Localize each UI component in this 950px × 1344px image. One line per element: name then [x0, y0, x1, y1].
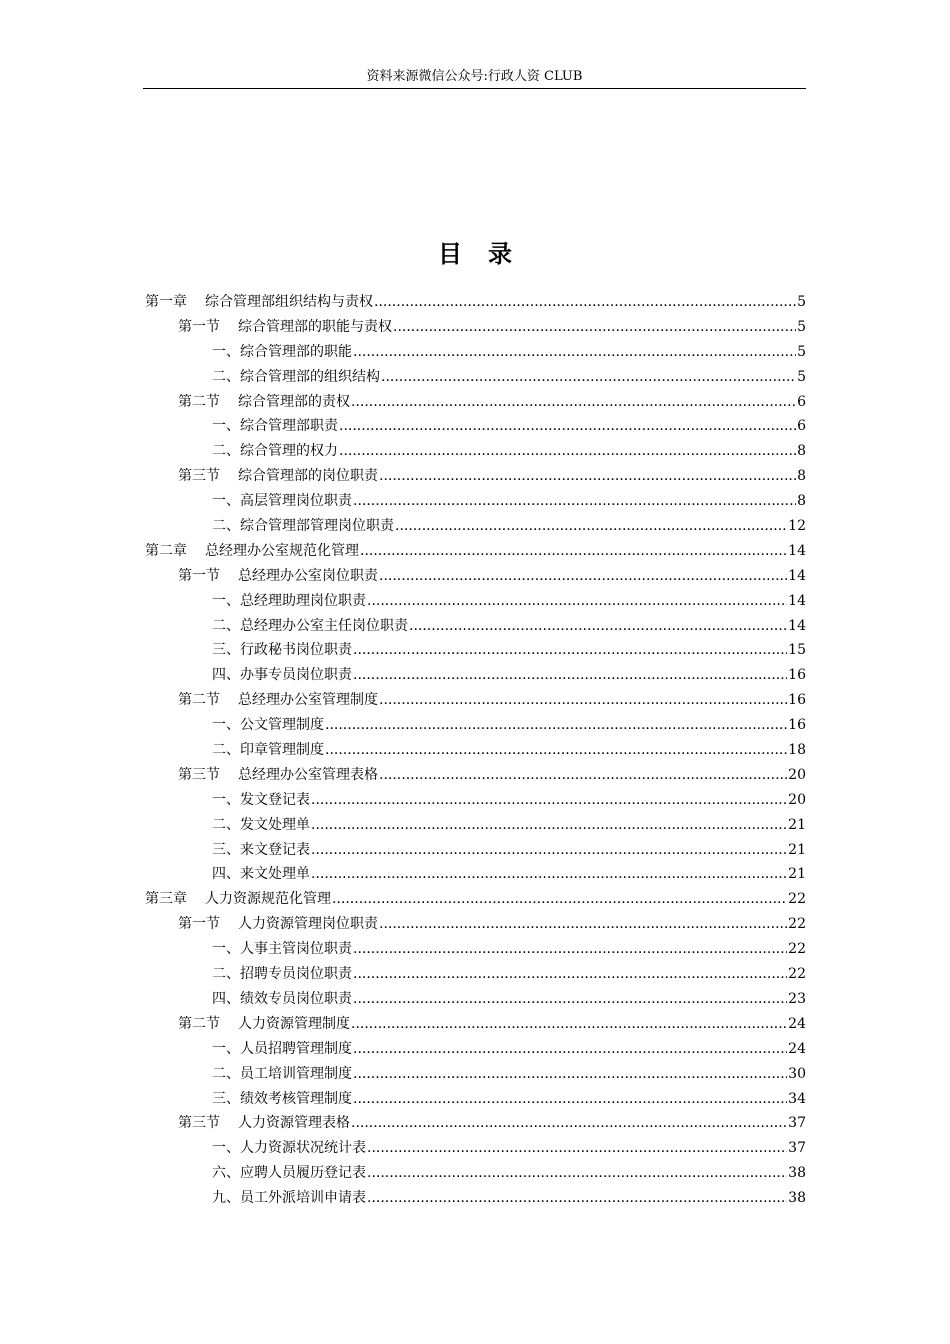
- toc-leader-dots: [395, 514, 787, 539]
- toc-entry-page: 22: [788, 941, 806, 958]
- toc-leader-dots: [339, 414, 796, 439]
- toc-entry-title: 二、综合管理部的组织结构: [212, 368, 380, 385]
- toc-entry[interactable]: [145, 1136, 806, 1161]
- toc-entry-number: 第三节: [178, 468, 220, 485]
- toc-entry-title: 二、总经理办公室主任岗位职责: [212, 617, 408, 634]
- toc-entry-label: [212, 1062, 352, 1087]
- toc-entry-page: 24: [788, 1015, 806, 1032]
- toc-entry[interactable]: [145, 464, 806, 489]
- toc-entry[interactable]: [145, 738, 806, 763]
- toc-entry-page: 14: [788, 617, 806, 634]
- toc-entry[interactable]: [145, 1111, 806, 1136]
- toc-entry-number: 第二章: [145, 542, 187, 559]
- toc-entry-title: 一、高层管理岗位职责: [212, 493, 352, 510]
- toc-entry-title: 综合管理部组织结构与责权: [205, 294, 373, 310]
- toc-entry-page: 21: [788, 866, 806, 883]
- toc-entry[interactable]: [145, 564, 806, 589]
- toc-entry-label: [212, 1136, 366, 1161]
- toc-entry[interactable]: [145, 365, 806, 390]
- toc-entry-title: 二、发文处理单: [212, 816, 310, 833]
- toc-entry-page: 8: [797, 493, 806, 510]
- toc-leader-dots: [353, 987, 787, 1012]
- toc-entry-title: 二、员工培训管理制度: [212, 1065, 352, 1082]
- toc-entry-label: [212, 340, 352, 365]
- toc-entry-title: 四、来文处理单: [212, 866, 310, 883]
- toc-entry[interactable]: [145, 1087, 806, 1112]
- toc-leader-dots: [353, 489, 796, 514]
- toc-entry-page: 5: [797, 294, 806, 310]
- toc-entry-title: 一、人力资源状况统计表: [212, 1140, 366, 1157]
- title-part-2: 录: [488, 239, 512, 268]
- toc-entry[interactable]: [145, 912, 806, 937]
- toc-leader-dots: [351, 1012, 787, 1037]
- toc-entry-page: 6: [797, 393, 806, 410]
- toc-leader-dots: [353, 340, 796, 365]
- toc-entry-title: 综合管理部的岗位职责: [238, 468, 378, 485]
- toc-entry-title: 总经理办公室岗位职责: [238, 567, 378, 584]
- toc-entry-number: 第一节: [178, 567, 220, 584]
- toc-entry-label: [145, 290, 373, 315]
- toc-entry-page: 6: [797, 418, 806, 435]
- toc-entry-title: 一、人事主管岗位职责: [212, 941, 352, 958]
- toc-entry-page: 8: [797, 443, 806, 460]
- toc-entry-page: 38: [788, 1165, 806, 1182]
- toc-entry-page: 16: [788, 667, 806, 684]
- toc-entry-title: 一、公文管理制度: [212, 717, 324, 734]
- toc-entry-page: 20: [788, 766, 806, 783]
- toc-entry-label: [212, 862, 310, 887]
- toc-entry-page: 12: [788, 518, 806, 535]
- toc-leader-dots: [379, 464, 796, 489]
- toc-entry-page: 37: [788, 1115, 806, 1132]
- toc-entry-title: 人力资源管理制度: [238, 1015, 350, 1032]
- title-part-1: 目: [438, 239, 462, 268]
- toc-leader-dots: [360, 539, 787, 564]
- toc-entry-label: [212, 1161, 366, 1186]
- toc-entry-label: [178, 315, 392, 340]
- toc-leader-dots: [367, 1186, 787, 1211]
- toc-entry-page: 5: [797, 343, 806, 360]
- toc-entry[interactable]: [145, 439, 806, 464]
- toc-entry-number: 第一章: [145, 294, 187, 310]
- toc-leader-dots: [353, 1062, 787, 1087]
- toc-entry-label: [212, 838, 310, 863]
- toc-leader-dots: [379, 564, 787, 589]
- toc-entry-title: 人力资源管理表格: [238, 1115, 350, 1132]
- toc-entry-label: [212, 439, 338, 464]
- page-title: [0, 234, 950, 269]
- toc-entry-label: [145, 539, 359, 564]
- toc-entry-title: 二、印章管理制度: [212, 742, 324, 759]
- toc-leader-dots: [325, 738, 787, 763]
- toc-entry-number: 第一节: [178, 916, 220, 933]
- toc-entry-label: [178, 912, 378, 937]
- toc-entry-page: 5: [797, 318, 806, 335]
- toc-leader-dots: [367, 589, 787, 614]
- toc-entry-page: 21: [788, 816, 806, 833]
- header-text: 资料来源微信公众号:行政人资 CLUB: [366, 69, 583, 84]
- toc-entry-page: 23: [788, 990, 806, 1007]
- toc-entry[interactable]: [145, 340, 806, 365]
- toc-entry-title: 一、总经理助理岗位职责: [212, 592, 366, 609]
- toc-entry-title: 一、人员招聘管理制度: [212, 1040, 352, 1057]
- toc-entry-label: [212, 1087, 352, 1112]
- toc-entry-label: [212, 663, 352, 688]
- toc-entry-number: 第二节: [178, 692, 220, 709]
- toc-entry-page: 8: [797, 468, 806, 485]
- toc-entry[interactable]: [145, 315, 806, 340]
- toc-entry-title: 九、员工外派培训申请表: [212, 1190, 366, 1207]
- toc-entry-number: 第二节: [178, 1015, 220, 1032]
- toc-entry[interactable]: [145, 614, 806, 639]
- toc-entry[interactable]: [145, 539, 806, 564]
- table-of-contents: [145, 290, 806, 1211]
- toc-entry-label: [212, 514, 394, 539]
- toc-leader-dots: [353, 937, 787, 962]
- toc-entry[interactable]: [145, 390, 806, 415]
- toc-entry[interactable]: [145, 514, 806, 539]
- toc-entry-label: [212, 489, 352, 514]
- toc-leader-dots: [325, 713, 787, 738]
- toc-entry-page: 14: [788, 567, 806, 584]
- toc-leader-dots: [353, 638, 787, 663]
- toc-entry[interactable]: [145, 838, 806, 863]
- toc-entry-label: [178, 1012, 350, 1037]
- toc-entry-title: 四、办事专员岗位职责: [212, 667, 352, 684]
- toc-leader-dots: [379, 912, 787, 937]
- toc-entry-page: 22: [788, 916, 806, 933]
- toc-entry-label: [145, 887, 331, 912]
- toc-entry-page: 22: [788, 966, 806, 983]
- toc-leader-dots: [353, 962, 787, 987]
- toc-entry-label: [212, 638, 352, 663]
- toc-entry-label: [212, 589, 366, 614]
- toc-entry[interactable]: [145, 638, 806, 663]
- toc-entry-page: 15: [788, 642, 806, 659]
- toc-entry[interactable]: [145, 663, 806, 688]
- toc-entry-title: 总经理办公室规范化管理: [205, 542, 359, 559]
- toc-entry-label: [212, 365, 380, 390]
- toc-entry[interactable]: [145, 290, 806, 315]
- toc-entry[interactable]: [145, 788, 806, 813]
- toc-entry-label: [212, 713, 324, 738]
- toc-entry[interactable]: [145, 1062, 806, 1087]
- toc-entry-page: 16: [788, 717, 806, 734]
- toc-entry-label: [212, 1186, 366, 1211]
- toc-entry-page: 34: [788, 1090, 806, 1107]
- toc-entry-page: 18: [788, 742, 806, 759]
- toc-entry-title: 人力资源规范化管理: [205, 891, 331, 908]
- toc-leader-dots: [351, 1111, 787, 1136]
- toc-entry-title: 二、招聘专员岗位职责: [212, 966, 352, 983]
- toc-entry-title: 综合管理部的责权: [238, 393, 350, 410]
- toc-entry-title: 二、综合管理部管理岗位职责: [212, 518, 394, 535]
- toc-leader-dots: [339, 439, 796, 464]
- toc-entry-label: [178, 390, 350, 415]
- toc-leader-dots: [311, 788, 787, 813]
- toc-entry-title: 总经理办公室管理表格: [238, 766, 378, 783]
- toc-entry-label: [212, 414, 338, 439]
- toc-entry[interactable]: [145, 862, 806, 887]
- toc-entry[interactable]: [145, 962, 806, 987]
- toc-entry[interactable]: [145, 763, 806, 788]
- toc-leader-dots: [379, 763, 787, 788]
- toc-entry-title: 总经理办公室管理制度: [238, 692, 378, 709]
- toc-entry-page: 21: [788, 841, 806, 858]
- toc-entry-page: 24: [788, 1040, 806, 1057]
- toc-entry[interactable]: [145, 1037, 806, 1062]
- page-header: [143, 66, 806, 89]
- toc-entry-page: 20: [788, 791, 806, 808]
- toc-leader-dots: [379, 688, 787, 713]
- toc-entry[interactable]: [145, 589, 806, 614]
- toc-entry[interactable]: [145, 1012, 806, 1037]
- toc-entry-title: 综合管理部的职能与责权: [238, 318, 392, 335]
- toc-entry-label: [212, 614, 408, 639]
- toc-entry-number: 第三章: [145, 891, 187, 908]
- toc-entry-label: [212, 1037, 352, 1062]
- toc-entry-label: [212, 788, 310, 813]
- toc-leader-dots: [311, 862, 787, 887]
- toc-entry-page: 37: [788, 1140, 806, 1157]
- toc-leader-dots: [393, 315, 796, 340]
- toc-entry-label: [212, 987, 352, 1012]
- toc-entry[interactable]: [145, 937, 806, 962]
- toc-leader-dots: [353, 1087, 787, 1112]
- toc-entry-label: [212, 937, 352, 962]
- toc-entry-page: 5: [797, 368, 806, 385]
- toc-entry-label: [178, 763, 378, 788]
- toc-entry[interactable]: [145, 887, 806, 912]
- toc-leader-dots: [367, 1161, 787, 1186]
- toc-leader-dots: [353, 1037, 787, 1062]
- toc-leader-dots: [311, 838, 787, 863]
- toc-entry[interactable]: [145, 1161, 806, 1186]
- toc-entry[interactable]: [145, 688, 806, 713]
- toc-entry-title: 一、发文登记表: [212, 791, 310, 808]
- toc-entry-title: 四、绩效专员岗位职责: [212, 990, 352, 1007]
- toc-entry-label: [212, 962, 352, 987]
- toc-entry-number: 第三节: [178, 766, 220, 783]
- toc-entry-title: 六、应聘人员履历登记表: [212, 1165, 366, 1182]
- toc-entry-page: 16: [788, 692, 806, 709]
- toc-entry-page: 14: [788, 542, 806, 559]
- toc-leader-dots: [409, 614, 787, 639]
- toc-entry-title: 三、来文登记表: [212, 841, 310, 858]
- toc-entry-number: 第三节: [178, 1115, 220, 1132]
- toc-entry[interactable]: [145, 1186, 806, 1211]
- toc-entry[interactable]: [145, 987, 806, 1012]
- toc-entry-number: 第一节: [178, 318, 220, 335]
- toc-leader-dots: [353, 663, 787, 688]
- toc-entry-page: 14: [788, 592, 806, 609]
- toc-entry-title: 三、绩效考核管理制度: [212, 1090, 352, 1107]
- toc-entry[interactable]: [145, 813, 806, 838]
- toc-entry[interactable]: [145, 414, 806, 439]
- toc-entry-number: 第二节: [178, 393, 220, 410]
- toc-entry-label: [178, 688, 378, 713]
- toc-entry-title: 一、综合管理部职责: [212, 418, 338, 435]
- toc-entry-label: [178, 564, 378, 589]
- toc-entry[interactable]: [145, 489, 806, 514]
- toc-entry-title: 二、综合管理的权力: [212, 443, 338, 460]
- toc-entry-label: [178, 1111, 350, 1136]
- toc-entry-label: [212, 813, 310, 838]
- toc-leader-dots: [381, 365, 796, 390]
- toc-entry-page: 38: [788, 1190, 806, 1207]
- toc-entry-label: [212, 738, 324, 763]
- toc-entry-title: 三、行政秘书岗位职责: [212, 642, 352, 659]
- toc-entry-page: 30: [788, 1065, 806, 1082]
- toc-entry[interactable]: [145, 713, 806, 738]
- toc-entry-page: 22: [788, 891, 806, 908]
- toc-leader-dots: [374, 290, 796, 315]
- toc-leader-dots: [332, 887, 787, 912]
- toc-leader-dots: [351, 390, 796, 415]
- toc-leader-dots: [311, 813, 787, 838]
- toc-entry-title: 一、综合管理部的职能: [212, 343, 352, 360]
- toc-entry-title: 人力资源管理岗位职责: [238, 916, 378, 933]
- toc-leader-dots: [367, 1136, 787, 1161]
- toc-entry-label: [178, 464, 378, 489]
